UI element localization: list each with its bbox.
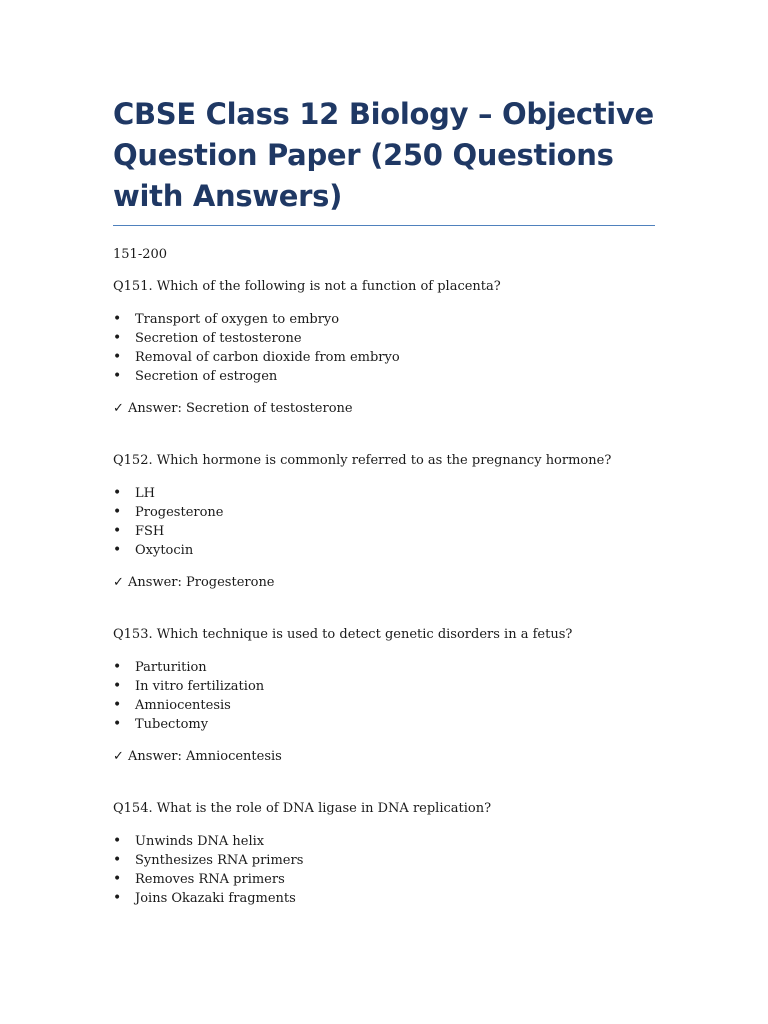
option-text: Unwinds DNA helix xyxy=(135,834,265,849)
option-list xyxy=(113,832,655,908)
option-item xyxy=(113,658,655,677)
option-text: Secretion of estrogen xyxy=(135,369,278,384)
option-item xyxy=(113,503,655,522)
option-item xyxy=(113,522,655,541)
question-range: 151-200 xyxy=(113,247,168,262)
answer-text: ✓ Answer: Progesterone xyxy=(113,575,275,590)
option-list xyxy=(113,310,655,386)
bullet-icon: • xyxy=(113,833,122,849)
option-item xyxy=(113,541,655,560)
option-text: Secretion of testosterone xyxy=(135,331,302,346)
question-text: Q154. What is the role of DNA ligase in DNA replication? xyxy=(113,801,492,816)
option-text: Joins Okazaki fragments xyxy=(135,891,296,906)
bullet-icon: • xyxy=(113,697,122,713)
option-text: In vitro fertilization xyxy=(135,679,265,694)
option-item xyxy=(113,677,655,696)
option-item xyxy=(113,889,655,908)
option-item xyxy=(113,715,655,734)
option-item xyxy=(113,851,655,870)
option-item xyxy=(113,696,655,715)
option-text: Transport of oxygen to embryo xyxy=(135,312,340,327)
option-list xyxy=(113,484,655,560)
option-text: FSH xyxy=(135,524,165,539)
question-text: Q152. Which hormone is commonly referred to as the pregnancy hormone? xyxy=(113,453,612,468)
question-block xyxy=(113,452,655,592)
question-block xyxy=(113,278,655,418)
option-item xyxy=(113,870,655,889)
bullet-icon: • xyxy=(113,311,122,327)
option-text: Synthesizes RNA primers xyxy=(135,853,304,868)
document-title: CBSE Class 12 Biology – Objective Question Paper (250 Questions with Answers) xyxy=(113,94,655,226)
bullet-icon: • xyxy=(113,523,122,539)
document-page xyxy=(113,94,655,908)
bullet-icon: • xyxy=(113,678,122,694)
question-text: Q151. Which of the following is not a function of placenta? xyxy=(113,279,501,294)
bullet-icon: • xyxy=(113,330,122,346)
answer-text: ✓ Answer: Secretion of testosterone xyxy=(113,401,353,416)
option-list xyxy=(113,658,655,734)
bullet-icon: • xyxy=(113,659,122,675)
option-text: Parturition xyxy=(135,660,207,675)
question-block xyxy=(113,800,655,908)
bullet-icon: • xyxy=(113,504,122,520)
option-item xyxy=(113,832,655,851)
question-text: Q153. Which technique is used to detect genetic disorders in a fetus? xyxy=(113,627,573,642)
bullet-icon: • xyxy=(113,368,122,384)
option-item xyxy=(113,329,655,348)
option-text: Amniocentesis xyxy=(135,698,231,713)
bullet-icon: • xyxy=(113,852,122,868)
answer-text: ✓ Answer: Amniocentesis xyxy=(113,749,282,764)
option-text: LH xyxy=(135,486,155,501)
option-item xyxy=(113,310,655,329)
bullet-icon: • xyxy=(113,485,122,501)
bullet-icon: • xyxy=(113,716,122,732)
option-item xyxy=(113,367,655,386)
bullet-icon: • xyxy=(113,349,122,365)
option-item xyxy=(113,348,655,367)
option-text: Tubectomy xyxy=(135,717,209,732)
option-text: Progesterone xyxy=(135,505,224,520)
option-text: Removes RNA primers xyxy=(135,872,285,887)
option-text: Oxytocin xyxy=(135,543,194,558)
option-item xyxy=(113,484,655,503)
bullet-icon: • xyxy=(113,890,122,906)
question-list xyxy=(113,278,655,908)
bullet-icon: • xyxy=(113,871,122,887)
bullet-icon: • xyxy=(113,542,122,558)
question-block xyxy=(113,626,655,766)
option-text: Removal of carbon dioxide from embryo xyxy=(135,350,400,365)
